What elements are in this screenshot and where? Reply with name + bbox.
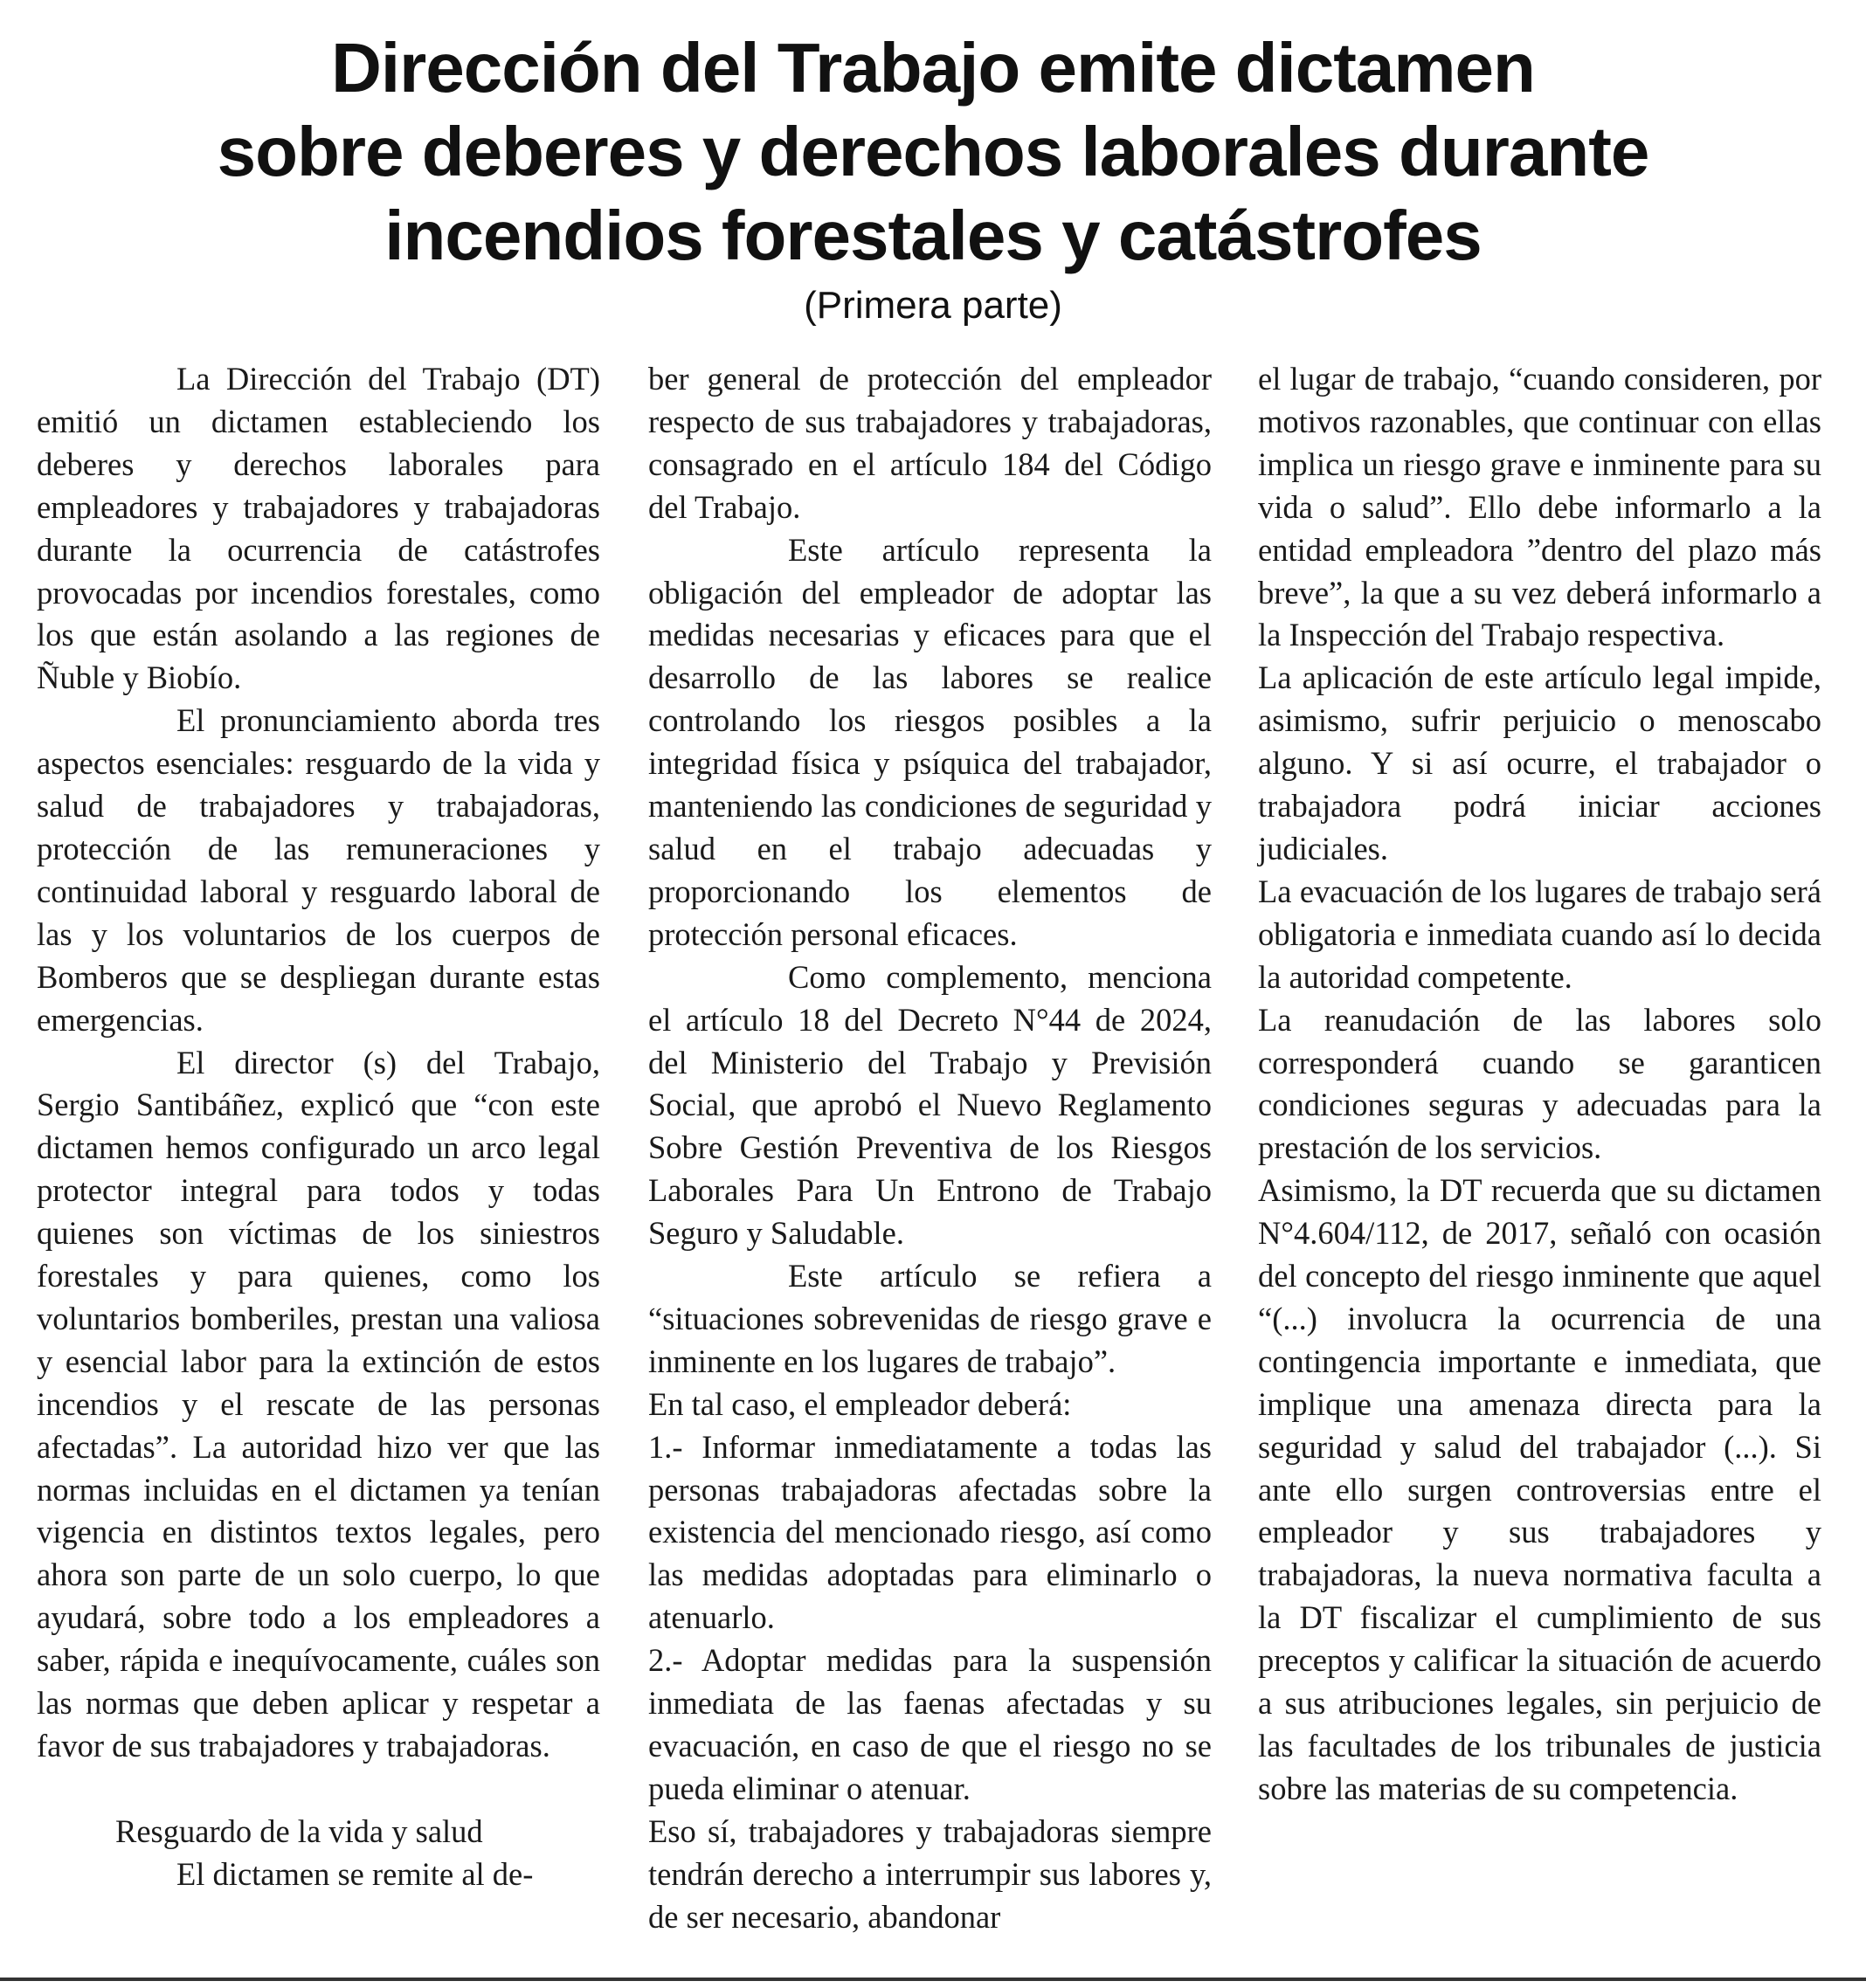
bottom-rule — [0, 1978, 1866, 1981]
paragraph: En tal caso, el empleador deberá: — [648, 1385, 1072, 1422]
article-column-3 — [1258, 358, 1821, 1811]
article-subtitle: (Primera parte) — [804, 284, 1062, 327]
paragraph: ber general de protección del empleador respecto de sus trabajadores y trabajadoras, consagrado en el artículo 184 del Código del Trabajo. — [648, 361, 1212, 525]
article-column-1 — [37, 358, 600, 1896]
headline-line-2: sobre deberes y derechos laborales durante — [217, 113, 1649, 190]
paragraph: Este artículo representa la obligación del empleador de adoptar las medidas necesarias y eficaces para que el desarrollo de las labores se realice controlando los riesgos posibles a la integridad física y psíquica del trabajador, manteniendo las condiciones de seguridad y salud en el trabajo adecuadas y proporcionando los elementos de protección personal eficaces. — [648, 531, 1212, 952]
paragraph: El pronunciamiento aborda tres aspectos esenciales: resguardo de la vida y salud de trabajadores y trabajadoras, protección de las remuneraciones y continuidad laboral y resguardo laboral de las y los voluntarios de los cuerpos de Bomberos que se despliegan durante estas emergencias. — [37, 702, 600, 1038]
article-column-2 — [648, 358, 1212, 1939]
list-item: 1.- Informar inmediatamente a todas las personas trabajadoras afectadas sobre la existencia del mencionado riesgo, así como las medidas adoptadas para eliminarlo o atenuarlo. — [648, 1428, 1212, 1636]
headline-line-3: incendios forestales y catástrofes — [384, 197, 1482, 274]
section-heading: Resguardo de la vida y salud — [115, 1812, 483, 1849]
paragraph: La evacuación de los lugares de trabajo será obligatoria e inmediata cuando así lo decida la autoridad competente. — [1258, 873, 1821, 995]
paragraph: El dictamen se remite al de- — [176, 1855, 534, 1892]
list-item: 2.- Adoptar medidas para la suspensión inmediata de las faenas afectadas y su evacuación, en caso de que el riesgo no se pueda eliminar o atenuar. — [648, 1642, 1212, 1806]
paragraph: El director (s) del Trabajo, Sergio Santibáñez, explicó que “con este dictamen hemos configurado un arco legal protector integral para todos y todas quienes son víctimas de los siniestros forestales y para quienes, como los voluntarios bomberiles, prestan una valiosa y esencial labor para la extinción de estos incendios y el rescate de las personas afectadas”. La autoridad hizo ver que las normas incluidas en el dictamen ya tenían vigencia en distintos textos legales, pero ahora son parte de un solo cuerpo, lo que ayudará, sobre todo a los empleadores a saber, rápida e inequívocamente, cuáles son las normas que deben aplicar y respetar a favor de sus trabajadores y trabajadoras. — [37, 1044, 600, 1764]
paragraph: La reanudación de las labores solo corresponderá cuando se garanticen condiciones seguras y adecuadas para la prestación de los servicios. — [1258, 1001, 1821, 1166]
headline-line-1: Dirección del Trabajo emite dictamen — [331, 29, 1535, 107]
paragraph: el lugar de trabajo, “cuando consideren, por motivos razonables, que continuar con ellas implica un riesgo grave e inminente para su vida o salud”. Ello debe informarlo a la entidad empleadora ”dentro del plazo más breve”, la que a su vez deberá informarlo a la Inspección del Trabajo respectiva. — [1258, 361, 1821, 653]
paragraph: Eso sí, trabajadores y trabajadoras siempre tendrán derecho a interrumpir sus labores y, de ser necesario, abandonar — [648, 1812, 1212, 1935]
paragraph: Asimismo, la DT recuerda que su dictamen N°4.604/112, de 2017, señaló con ocasión del concepto del riesgo inminente que aquel “(...) involucra la ocurrencia de una contingencia importante e inmediata, que implique una amenaza directa para la seguridad y salud del trabajador (...). Si ante ello surgen controversias entre el empleador y sus trabajadores y trabajadoras, la nueva normativa faculta a la DT fiscalizar el cumplimiento de sus preceptos y calificar la situación de acuerdo a sus atribuciones legales, sin perjuicio de las facultades de los tribunales de justicia sobre las materias de su competencia. — [1258, 1172, 1821, 1806]
paragraph: Este artículo se refiera a “situaciones sobrevenidas de riesgo grave e inminente en los lugares de trabajo”. — [648, 1258, 1212, 1379]
article-headline — [87, 26, 1779, 278]
paragraph: Como complemento, menciona el artículo 18 del Decreto N°44 de 2024, del Ministerio del Trabajo y Previsión Social, que aprobó el Nuevo Reglamento Sobre Gestión Preventiva de los Riesgos Laborales Para Un Entrono de Trabajo Seguro y Saludable. — [648, 958, 1212, 1252]
paragraph: La aplicación de este artículo legal impide, asimismo, sufrir perjuicio o menoscabo alguno. Y si así ocurre, el trabajador o trabajadora podrá iniciar acciones judiciales. — [1258, 659, 1821, 866]
paragraph: La Dirección del Trabajo (DT) emitió un dictamen estableciendo los deberes y derechos laborales para empleadores y trabajadores y trabajadoras durante la ocurrencia de catástrofes provocadas por incendios forestales, como los que están asolando a las regiones de Ñuble y Biobío. — [37, 361, 600, 696]
